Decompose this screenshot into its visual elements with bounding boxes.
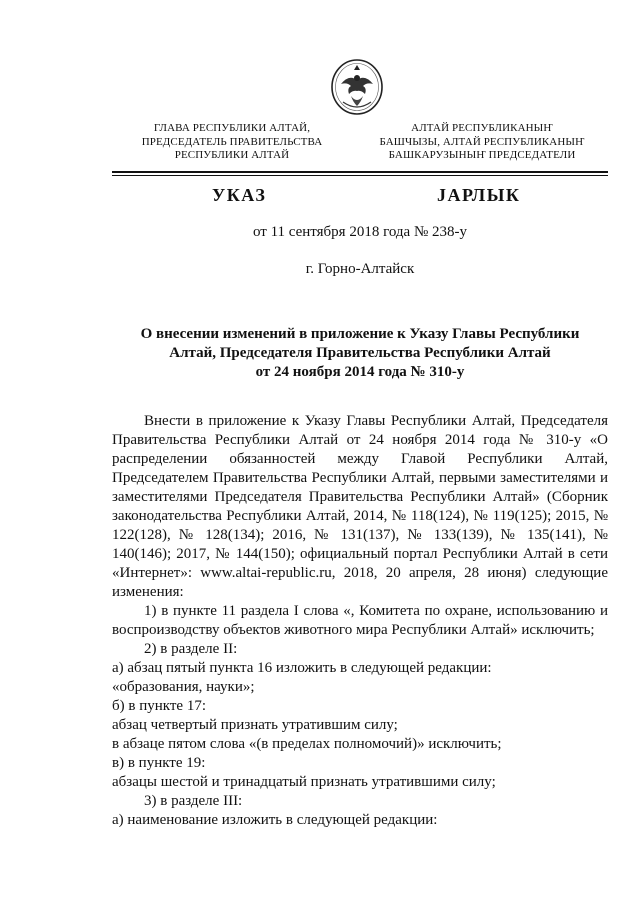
header-left-line: ПРЕДСЕДАТЕЛЬ ПРАВИТЕЛЬСТВА [141,135,323,148]
header-left-line: ГЛАВА РЕСПУБЛИКИ АЛТАЙ, [153,122,311,134]
document-body [112,412,608,830]
coat-of-arms-icon [329,56,385,116]
doc-type-ukaz: УКАЗ [212,185,267,205]
header-divider-thick [112,171,608,173]
title-line: от 24 ноября 2014 года № 310-у [255,364,465,380]
body-paragraph: абзац четвертый признать утратившим силу; [112,717,398,733]
doc-type-jarlyk: ЈАРЛЫК [437,185,521,205]
header-left-line: РЕСПУБЛИКИ АЛТАЙ [174,149,290,161]
body-paragraph: в абзаце пятом слова «(в пределах полномочий)» исключить; [112,736,502,752]
document-date: от 11 сентября 2018 года № 238-у [252,224,468,240]
title-line: О внесении изменений в приложение к Указу Главы Республики [140,326,580,342]
header-right-line: БАШЧЫЗЫ, АЛТАЙ РЕСПУБЛИКАНЫҤ [379,135,585,148]
body-paragraph: а) абзац пятый пункта 16 изложить в следующей редакции: [112,660,492,676]
document-title [112,325,608,382]
body-paragraph: «образования, науки»; [112,679,255,695]
body-paragraph: 1) в пункте 11 раздела I слова «, Комитета по охране, использованию и воспроизводству объектов животного мира Республики Алтай» исключить; [112,603,608,638]
header-right-line: БАШКАРУЗЫНЫҤ ПРЕДСЕДАТЕЛИ [388,149,576,161]
body-paragraph: а) наименование изложить в следующей редакции: [112,812,438,828]
body-paragraph: в) в пункте 19: [112,755,206,771]
header-left-title [120,122,344,163]
header-right-title [360,122,604,163]
title-line: Алтай, Председателя Правительства Республики Алтай [169,345,551,361]
body-paragraph: Внести в приложение к Указу Главы Республики Алтай, Председателя Правительства Республики Алтай от 24 ноября 2014 года № 310-у «О распределении обязанностей между Главой Республики Алтай, Председателем Правительства Республики Алтай, первыми заместителями и заместителями Председателя Правительства Республики Алтай» (Сборник законодательства Республики Алтай, 2014, № 118(124), № 119(125); 2015, № 122(128), № 128(134); 2016, № 131(137), № 133(139), № 135(141), № 140(146); 2017, № 144(150); официальный портал Республики Алтай в сети «Интернет»: www.altai-republic.ru, 2018, 20 апреля, 28 июня) следующие изменения: [112,413,608,600]
document-city: г. Горно-Алтайск [305,261,415,277]
body-paragraph: 3) в разделе III: [144,793,243,809]
header-divider-thin [112,175,608,176]
header-right-line: АЛТАЙ РЕСПУБЛИКАНЫҤ [411,122,553,134]
body-paragraph: б) в пункте 17: [112,698,206,714]
body-paragraph: абзацы шестой и тринадцатый признать утратившими силу; [112,774,496,790]
body-paragraph: 2) в разделе II: [144,641,238,657]
